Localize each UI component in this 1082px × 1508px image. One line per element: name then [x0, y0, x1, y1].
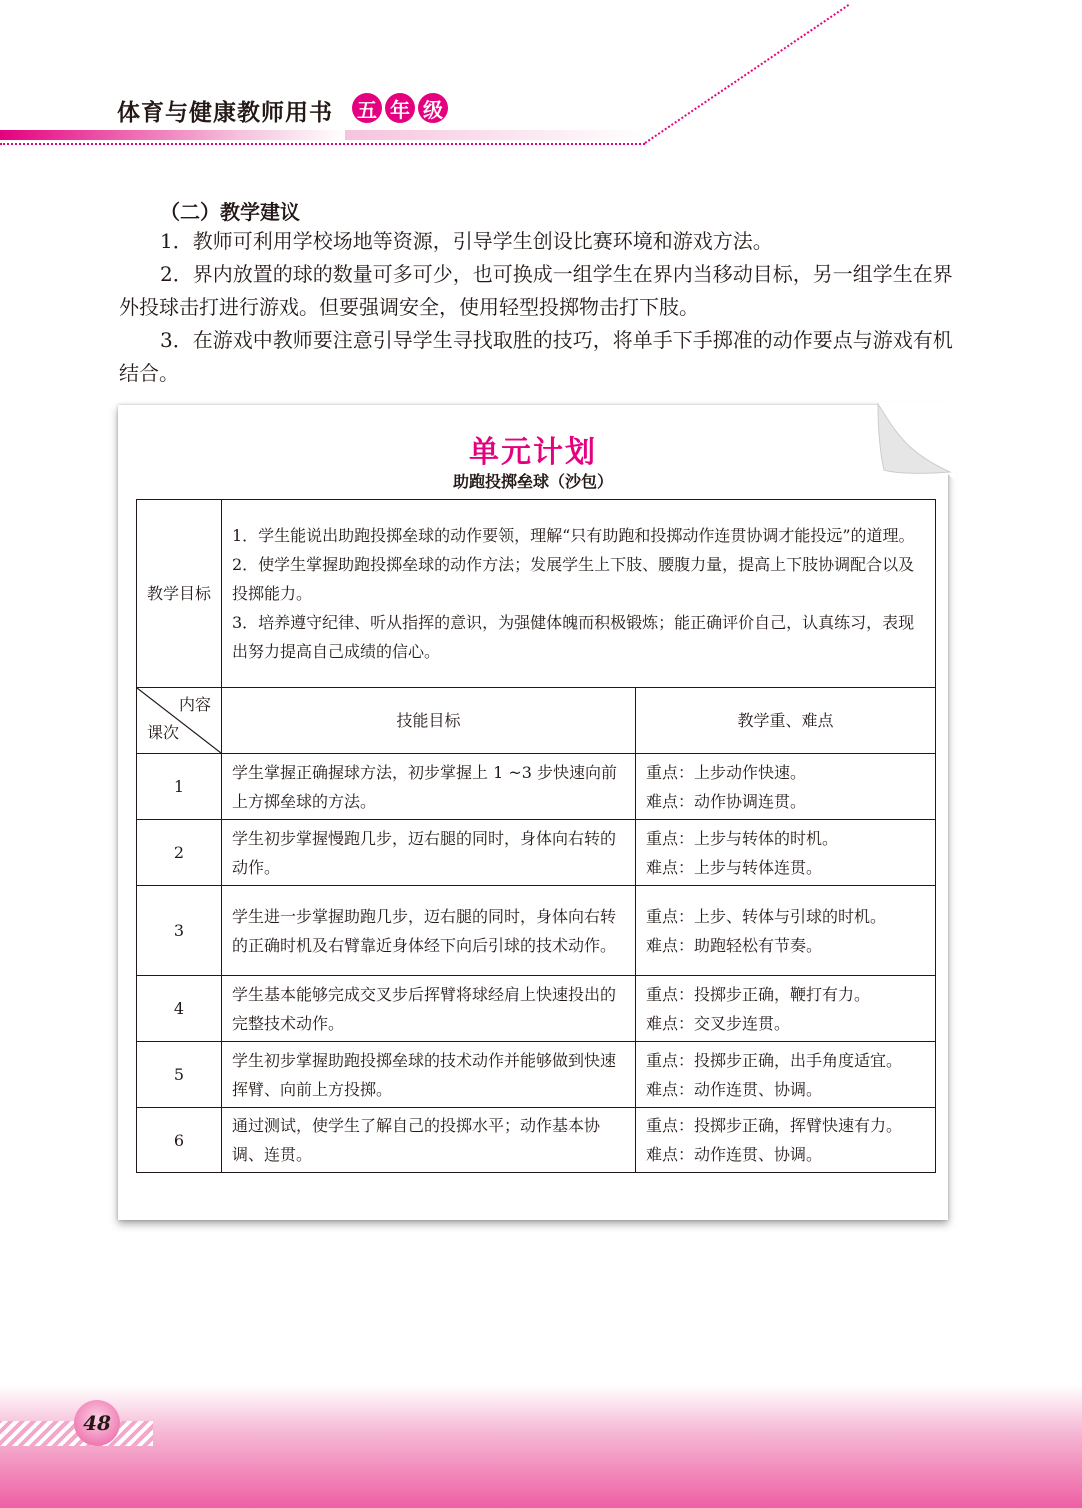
page-curl-icon [876, 402, 956, 482]
col-key-header: 教学重、难点 [636, 688, 936, 754]
section-heading: （二）教学建议 [160, 200, 300, 224]
footer-band [0, 1385, 1082, 1508]
key-points [636, 754, 936, 820]
key-points [636, 976, 936, 1042]
lesson-number: 1 [137, 754, 222, 820]
table-row [137, 1042, 936, 1108]
unit-plan-subtitle: 助跑投掷垒球（沙包） [452, 472, 613, 491]
goal-item: 1．学生能说出助跑投掷垒球的动作要领，理解“只有助跑和投掷动作连贯协调才能投远”的道理。 [232, 526, 915, 545]
difficulty: 难点：动作连贯、协调。 [646, 1145, 823, 1164]
header-bar [0, 130, 345, 140]
key-points [636, 1042, 936, 1108]
key-point: 重点：投掷步正确，挥臂快速有力。 [646, 1116, 903, 1135]
header-dotted-line [0, 143, 645, 145]
goal-item: 2．使学生掌握助跑投掷垒球的动作方法；发展学生上下肢、腰腹力量，提高上下肢协调配合以及投掷能力。 [232, 555, 915, 603]
header-content-label: 内容 [178, 695, 211, 714]
suggestion-3: 3．在游戏中教师要注意引导学生寻找取胜的技巧，将单手下手掷准的动作要点与游戏有机结合。 [119, 328, 953, 385]
grade-char: 五 [352, 93, 382, 123]
lesson-number: 2 [137, 820, 222, 886]
key-point: 重点：上步动作快速。 [646, 762, 807, 782]
table-row [137, 820, 936, 886]
key-point: 重点：上步与转体的时机。 [646, 828, 839, 848]
key-point: 重点：投掷步正确，出手角度适宜。 [646, 1050, 903, 1070]
unit-plan-table [136, 499, 936, 1173]
difficulty: 难点：交叉步连贯。 [646, 1013, 791, 1033]
goal-item: 3．培养遵守纪律、听从指挥的意识，为强健体魄而积极锻炼；能正确评价自己，认真练习，表现出努力提高自己成绩的信心。 [232, 613, 915, 661]
unit-plan-title: 单元计划 [469, 435, 597, 470]
goals-label: 教学目标 [137, 500, 222, 688]
book-title: 体育与健康教师用书 [117, 99, 333, 126]
lesson-number: 4 [137, 976, 222, 1042]
lesson-number: 3 [137, 886, 222, 976]
header-diagonal-cell [137, 688, 222, 754]
skill-goal: 学生进一步掌握助跑几步，迈右腿的同时，身体向右转的正确时机及右臂靠近身体经下向后引球的技术动作。 [222, 886, 636, 976]
skill-goal: 学生初步掌握助跑投掷垒球的技术动作并能够做到快速挥臂、向前上方投掷。 [222, 1042, 636, 1108]
grade-char: 级 [418, 93, 448, 123]
table-row [137, 1108, 936, 1173]
key-points [636, 1108, 936, 1173]
skill-goal: 学生基本能够完成交叉步后挥臂将球经肩上快速投出的完整技术动作。 [222, 976, 636, 1042]
skill-goal: 通过测试，使学生了解自己的投掷水平；动作基本协调、连贯。 [222, 1108, 636, 1173]
grade-badge [352, 93, 448, 123]
key-points [636, 820, 936, 886]
table-row [137, 886, 936, 976]
skill-goal: 学生掌握正确握球方法，初步掌握上 1 ~3 步快速向前上方掷垒球的方法。 [222, 754, 636, 820]
suggestion-2: 2．界内放置的球的数量可多可少，也可换成一组学生在界内当移动目标，另一组学生在界外投球击打进行游戏。但要强调安全，使用轻型投掷物击打下肢。 [119, 262, 953, 319]
page-number: 48 [74, 1400, 120, 1446]
grade-char: 年 [385, 93, 415, 123]
difficulty: 难点：动作连贯、协调。 [646, 1079, 823, 1099]
key-points [636, 886, 936, 976]
col-skill-header: 技能目标 [222, 688, 636, 754]
lesson-number: 6 [137, 1108, 222, 1173]
header-lesson-label: 课次 [147, 723, 180, 742]
difficulty: 难点：助跑轻松有节奏。 [646, 935, 823, 955]
suggestion-1: 1．教师可利用学校场地等资源，引导学生创设比赛环境和游戏方法。 [160, 229, 773, 253]
difficulty: 难点：上步与转体连贯。 [646, 857, 823, 877]
key-point: 重点：上步、转体与引球的时机。 [646, 906, 887, 926]
goals-cell [222, 500, 936, 688]
lesson-number: 5 [137, 1042, 222, 1108]
difficulty: 难点：动作协调连贯。 [646, 791, 807, 811]
table-row [137, 754, 936, 820]
header-bar-fade [345, 130, 645, 140]
skill-goal: 学生初步掌握慢跑几步，迈右腿的同时，身体向右转的动作。 [222, 820, 636, 886]
table-row [137, 976, 936, 1042]
key-point: 重点：投掷步正确，鞭打有力。 [646, 984, 871, 1004]
